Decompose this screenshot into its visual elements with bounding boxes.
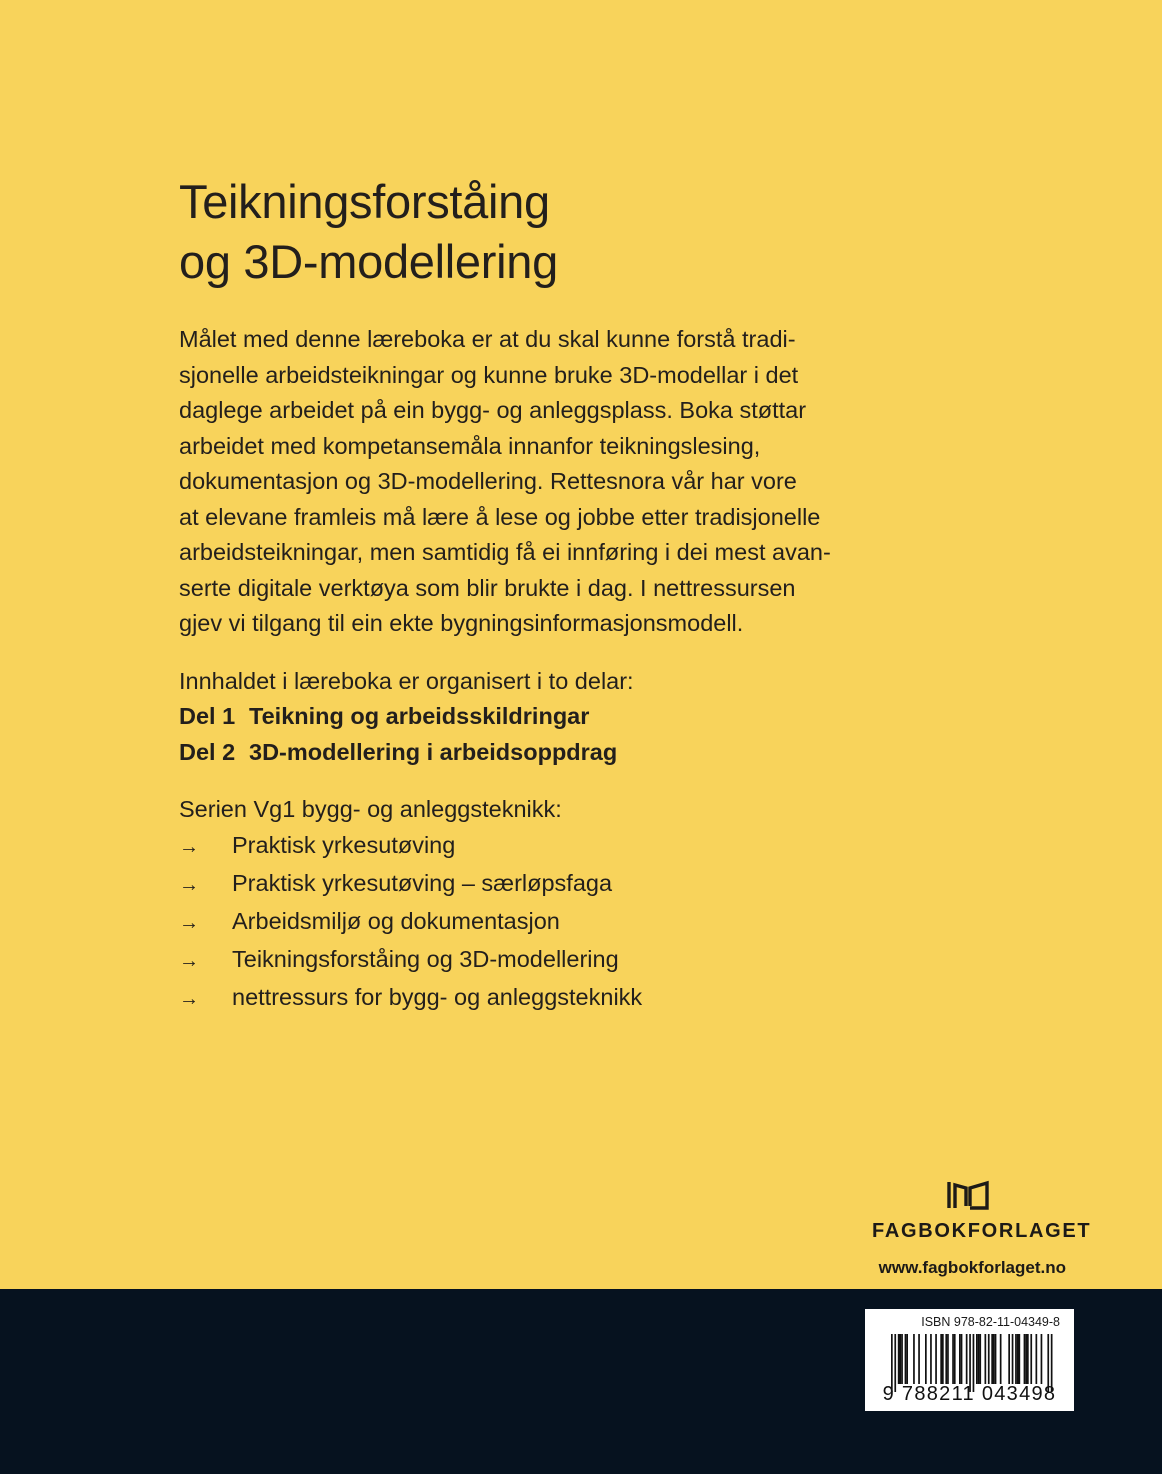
barcode-bar [935, 1334, 937, 1384]
barcode-bar [985, 1334, 987, 1384]
barcode-bar [979, 1334, 981, 1384]
barcode-bar [1019, 1334, 1021, 1384]
organisation-lead: Innhaldet i læreboka er organisert i to delar: [179, 667, 634, 694]
barcode-bar [1041, 1334, 1043, 1384]
barcode-bar [1027, 1334, 1029, 1384]
barcode-bar [1017, 1334, 1019, 1384]
isbn-barcode-box [865, 1309, 1074, 1411]
barcode-bar [930, 1334, 932, 1384]
intro-line: arbeidet med kompetansemåla innanfor teikningslesing, [179, 432, 761, 459]
part-1 [179, 699, 879, 735]
intro-paragraph [179, 322, 879, 642]
series-lead: Serien Vg1 bygg- og anleggsteknikk: [179, 796, 562, 822]
book-title [179, 172, 879, 292]
barcode-bar [945, 1334, 947, 1384]
part-number: Del 1 [179, 703, 236, 729]
open-book-logo-icon [947, 1180, 989, 1210]
barcode-bar [900, 1334, 902, 1384]
ean-digits: 9 788211 043498 [882, 1383, 1057, 1405]
series-item [179, 941, 879, 979]
publisher-name: FAGBOKFORLAGET [872, 1220, 1092, 1242]
intro-line: gjev vi tilgang til ein ekte bygningsinformasjonsmodell. [179, 610, 744, 636]
barcode-bar [905, 1334, 907, 1384]
barcode-bar [1012, 1334, 1014, 1384]
barcode-bar [913, 1334, 915, 1384]
barcode-bar [1036, 1334, 1038, 1384]
barcode-bar [901, 1334, 903, 1384]
barcode-bar [1008, 1334, 1010, 1384]
series-item-label: nettressurs for bygg- og anleggsteknikk [232, 984, 643, 1010]
part-title: Teikning og arbeidsskildringar [249, 703, 590, 729]
book-series [179, 791, 879, 1017]
barcode-bar [988, 1334, 990, 1384]
barcode-bar [1025, 1334, 1027, 1384]
series-item-label: Praktisk yrkesutøving [232, 832, 456, 858]
barcode-bar [906, 1334, 908, 1384]
barcode-bar [1024, 1334, 1026, 1384]
barcode-bar [995, 1334, 997, 1384]
arrow-right-icon: → [179, 836, 199, 858]
part-2 [179, 735, 879, 771]
barcode-bar [942, 1334, 944, 1384]
publisher-logo [872, 1180, 1092, 1243]
barcode-bar [991, 1334, 993, 1384]
book-organisation [179, 664, 879, 771]
barcode-bar [976, 1334, 978, 1384]
barcode-bar [954, 1334, 956, 1384]
barcode-bar [925, 1334, 927, 1384]
intro-line: Målet med denne læreboka er at du skal kunne forstå tradi- [179, 326, 796, 352]
cover-text [179, 172, 879, 1017]
book-title-line: Teikningsforståing [179, 175, 550, 228]
barcode-bar [978, 1334, 980, 1384]
publisher-url: www.fagbokforlaget.no [878, 1258, 1066, 1277]
barcode-bar [952, 1334, 954, 1384]
intro-line: at elevane framleis må lære å lese og jobbe etter tradisjonelle [179, 503, 821, 530]
series-item-label: Praktisk yrkesutøving – særløpsfaga [232, 870, 613, 896]
book-title-line: og 3D-modellering [179, 235, 558, 288]
barcode-bar [993, 1334, 995, 1384]
barcode-bar [1000, 1334, 1002, 1384]
barcode-bar [1015, 1334, 1017, 1384]
barcode-bar [966, 1334, 968, 1384]
barcode-bar [961, 1334, 963, 1384]
part-title: 3D-modellering i arbeidsoppdrag [249, 738, 618, 765]
series-list [179, 827, 879, 1017]
arrow-right-icon: → [179, 950, 199, 972]
intro-line: arbeidsteikningar, men samtidig få ei innføring i dei mest avan- [179, 539, 831, 565]
barcode-bar [959, 1334, 961, 1384]
series-item-label: Teikningsforståing og 3D-modellering [232, 946, 619, 972]
series-item [179, 865, 879, 903]
barcode-bar [898, 1334, 900, 1384]
series-item [179, 827, 879, 865]
arrow-right-icon: → [179, 874, 199, 896]
arrow-right-icon: → [179, 912, 199, 934]
isbn-label: ISBN 978-82-11-04349-8 [921, 1315, 1060, 1329]
barcode-bar [918, 1334, 920, 1384]
series-item [179, 979, 879, 1017]
barcode-bar [1030, 1334, 1032, 1384]
intro-line: dokumentasjon og 3D-modellering. Rettesnora vår har vore [179, 468, 797, 494]
series-item [179, 903, 879, 941]
intro-line: daglege arbeidet på ein bygg- og anleggsplass. Boka støttar [179, 397, 807, 423]
series-item-label: Arbeidsmiljø og dokumentasjon [232, 908, 560, 934]
part-number: Del 2 [179, 738, 236, 765]
barcode-bar [947, 1334, 949, 1384]
intro-line: sjonelle arbeidsteikningar og kunne bruke 3D-modellar i det [179, 361, 799, 388]
arrow-right-icon: → [179, 988, 199, 1010]
barcode-bar [940, 1334, 942, 1384]
intro-line: serte digitale verktøya som blir brukte i dag. I nettressursen [179, 574, 796, 601]
